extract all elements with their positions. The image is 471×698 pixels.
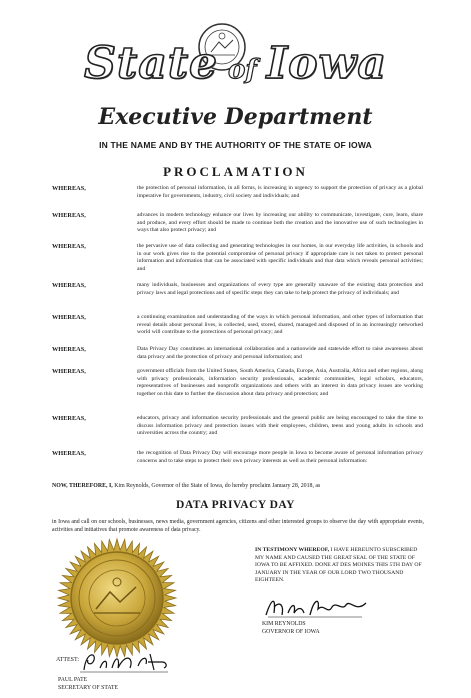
testimony-lead: IN TESTIMONY WHEREOF,: [255, 547, 330, 553]
testimony-text: I HAVE HEREUNTO SUBSCRIBED MY NAME AND CAUSED THE GREAT SEAL OF THE STATE OF IOWA TO BE AFFIXED. DONE AT DES MOINES THIS 5TH DAY OF JANUARY IN THE YEAR OF OUR LORD TWO THOUSAND EIGHTEEN.: [255, 547, 422, 583]
governor-name: KIM REYNOLDS: [262, 621, 306, 627]
state-word: State: [84, 38, 219, 89]
secretary-title: SECRETARY OF STATE: [58, 685, 119, 691]
clause-text: the recognition of Data Privacy Day will encourage more people in Iowa to become aware of personal information privacy concerns and to take steps to protect their own privacy interests as well as their personal information:: [137, 450, 423, 464]
gold-seal-icon: [56, 537, 178, 659]
clause-text: the pervasive use of data collecting and generating technologies in our homes, in our everyday life activities, in schools and in our work gives rise to the potential compromise of personal privacy if appropriate care is not taken to protect personal information and information that can be associated with specific individuals and that data which reveals personal activities; and: [137, 243, 423, 272]
state-of-iowa-title: [0, 38, 471, 89]
clause-label: WHEREAS,: [52, 368, 86, 375]
clause-label: WHEREAS,: [52, 185, 86, 192]
secretary-name: PAUL PATE: [58, 677, 88, 683]
authority-line: IN THE NAME AND BY THE AUTHORITY OF THE STATE OF IOWA: [99, 140, 372, 150]
secretary-signature: [78, 648, 173, 674]
clause-text: government officials from the United States, South America, Canada, Europe, Asia, Australia, Africa and other regions, along with privacy professionals, information security professionals, academic communities, legal scholars, educators, representatives of businesses and nonprofit organizations and others with an interest in data privacy issues are working together on this date to further the discussion about data privacy and protection; and: [137, 368, 423, 397]
now-therefore-lead: NOW, THEREFORE, I,: [52, 483, 113, 489]
of-word: of: [228, 55, 257, 85]
now-therefore-line: [52, 483, 432, 489]
clause-label: WHEREAS,: [52, 243, 86, 250]
clause-label: WHEREAS,: [52, 282, 86, 289]
clause-label: WHEREAS,: [52, 346, 86, 353]
iowa-word: Iowa: [266, 38, 387, 89]
testimony-block: [255, 547, 425, 585]
closing-paragraph: in Iowa and call on our schools, businesses, news media, government agencies, citizens and other interested groups to observe the day with appropriate events, activities and initiatives that promote awareness of data privacy.: [52, 519, 424, 533]
now-therefore-text: Kim Reynolds, Governor of the State of Iowa, do hereby proclaim January 28, 2018, as: [114, 483, 321, 489]
governor-title: GOVERNOR OF IOWA: [262, 629, 320, 635]
clause-text: a continuing examination and understanding of the ways in which personal information, and other types of information that reveal details about personal lives, is collected, used, stored, shared, managed and disposed of in an increasingly networked world will contribute to the protections of personal privacy; and: [137, 314, 423, 336]
clause-label: WHEREAS,: [52, 314, 86, 321]
clause-label: WHEREAS,: [52, 415, 86, 422]
clause-label: WHEREAS,: [52, 212, 86, 219]
clause-text: educators, privacy and information security professionals and the general public are being encouraged to take the time to discuss information privacy and protection issues with their employees, children, teens and young adults in schools and universities across the country; and: [137, 415, 423, 437]
proclamation-heading: PROCLAMATION: [163, 164, 308, 179]
proclaimed-day-title: DATA PRIVACY DAY: [176, 499, 295, 511]
clause-label: WHEREAS,: [52, 450, 86, 457]
clause-text: the protection of personal information, in all forms, is increasing in urgency to support the protection of privacy as a global imperative for governments, industry, civil society and individuals; and: [137, 185, 423, 199]
clause-text: advances in modern technology enhance our lives by increasing our ability to communicate, investigate, cure, learn, share and produce, and every effort should be made to continue both the creation and the innovative use of such technologies in ways that also protect privacy; and: [137, 212, 423, 234]
executive-department-heading: Executive Department: [98, 104, 373, 130]
attest-label: ATTEST:: [56, 657, 80, 663]
clause-text: Data Privacy Day constitutes an international collaboration and a nationwide and statewide effort to raise awareness about data privacy and the protection of privacy and personal information; and: [137, 346, 423, 360]
governor-signature: [262, 593, 372, 621]
clause-text: many individuals, businesses and organizations of every type are generally unaware of the existing data protection and privacy laws and legal protections and of specific steps they can take to help protect the privacy of individuals; and: [137, 282, 423, 296]
